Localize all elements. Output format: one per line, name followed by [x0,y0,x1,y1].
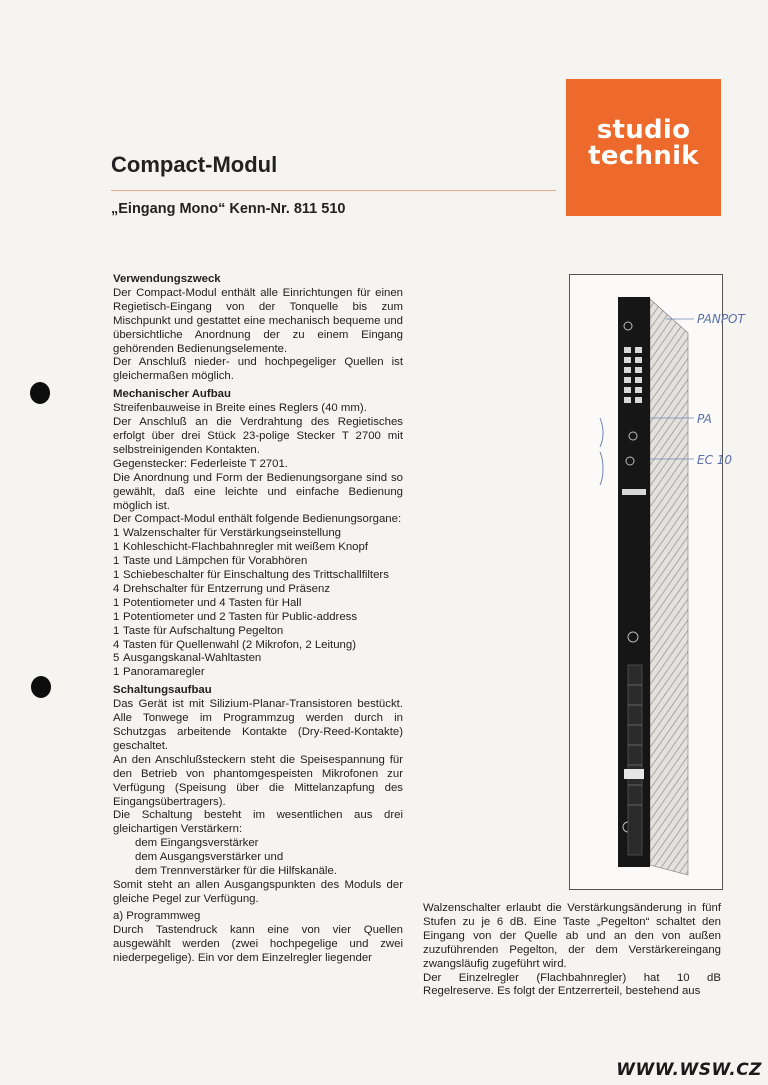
product-photo-frame [569,274,723,890]
annotation-ec10: EC 10 [697,453,733,467]
list-item: 1 Kohleschicht-Flachbahnregler mit weißem Knopf [113,541,369,554]
paragraph: An den Anschlußsteckern steht die Speisespannung für den Betrieb von phantomgespeisten Mikrofonen zur Verfügung (Speisung über die Mittelanzapfung des Eingangsübertragers). [113,753,403,808]
compact-module-photo [570,275,722,889]
list-item: 4 Drehschalter für Entzerrung und Präsenz [113,582,331,595]
paragraph: Der Compact-Modul enthält alle Einrichtungen für einen Regietisch-Eingang von der Tonquelle bis zum Mischpunkt und gestattet eine mechanisch bequeme und übersichtliche Anordnung der zu einem Eingang gehörenden Bedienungselemente. [113,286,403,355]
paragraph: Gegenstecker: Federleiste T 2701. [113,457,288,470]
paragraph: Der Anschluß an die Verdrahtung des Regietisches erfolgt über drei Stück 23-polige Stecker T 2700 mit selbstreinigenden Kontakten. [113,416,403,456]
paragraph: a) Programmweg [113,909,201,922]
indented-line: dem Eingangsverstärker [135,837,259,850]
paragraph: Die Anordnung und Form der Bedienungsorgane sind so gewählt, daß eine leichte und einfache Bedienung möglich ist. [113,471,403,512]
paragraph: Walzenschalter erlaubt die Verstärkungsänderung in fünf Stufen zu je 6 dB. Eine Taste „Pegelton“ schaltet den Eingang von der Quelle ab und an den von außen zuzuführenden Pegelton, der dem Verstärkereingang zwangsläufig zugeführt wird. [423,902,721,970]
website-footer: WWW.WSW.CZ [616,1060,762,1080]
heading-verwendung: Verwendungszweck [113,273,221,285]
paragraph: Streifenbauweise in Breite eines Reglers (40 mm). [113,402,367,415]
paragraph: Der Compact-Modul enthält folgende Bedienungsorgane: [113,513,402,526]
list-item: 1 Taste für Aufschaltung Pegelton [113,624,284,637]
logo-line-1: studio [596,115,691,145]
paragraph: Die Schaltung besteht im wesentlichen aus drei gleichartigen Verstärkern: [113,809,403,836]
paragraph: Durch Tastendruck kann eine von vier Quellen ausgewählt werden (zwei hochpegelige und zwei niederpegelige). Ein vor dem Einzelregler liegender [113,923,403,964]
list-item: 4 Tasten für Quellenwahl (2 Mikrofon, 2 Leitung) [113,638,356,651]
list-item: 1 Taste und Lämpchen für Vorabhören [113,555,308,568]
page-title: Compact-Modul [111,152,278,177]
list-item: 1 Walzenschalter für Verstärkungseinstellung [113,527,342,540]
annotation-pa: PA [697,412,712,426]
heading-schaltung: Schaltungsaufbau [113,684,212,697]
list-item: 1 Potentiometer und 2 Tasten für Public-address [113,610,358,623]
page-subtitle: „Eingang Mono“ Kenn-Nr. 811 510 [111,201,346,217]
paragraph: Der Anschluß nieder- und hochpegeliger Quellen ist gleichermaßen möglich. [113,356,403,383]
paragraph: Der Einzelregler (Flachbahnregler) hat 10 dB Regelreserve. Es folgt der Entzerrerteil, bestehend aus [423,971,721,998]
studio-technik-logo [566,79,721,216]
left-text-column [113,273,403,965]
list-item: 1 Panoramaregler [113,666,205,679]
controls-list [113,527,403,680]
list-item: 1 Schiebeschalter für Einschaltung des Trittschallfilters [113,569,389,582]
title-divider [111,190,556,191]
indented-line: dem Trennverstärker für die Hilfskanäle. [135,865,337,878]
paragraph: Das Gerät ist mit Silizium-Planar-Transistoren bestückt. Alle Tonwege im Programmzug werden durch in Schutzgas arbeitende Kontakte (Dry-Reed-Kontakte) geschaltet. [113,698,403,752]
paragraph: Somit steht an allen Ausgangspunkten des Moduls der gleiche Pegel zur Verfügung. [113,878,403,905]
list-item: 5 Ausgangskanal-Wahltasten [113,652,262,665]
punch-hole-bottom [31,676,51,698]
annotation-panpot: PANPOT [697,312,745,326]
indented-line: dem Ausgangsverstärker und [135,851,284,864]
heading-aufbau: Mechanischer Aufbau [113,388,231,401]
list-item: 1 Potentiometer und 4 Tasten für Hall [113,596,302,609]
punch-hole-top [30,382,50,404]
logo-line-2: technik [588,141,699,171]
right-text-column [423,902,721,999]
